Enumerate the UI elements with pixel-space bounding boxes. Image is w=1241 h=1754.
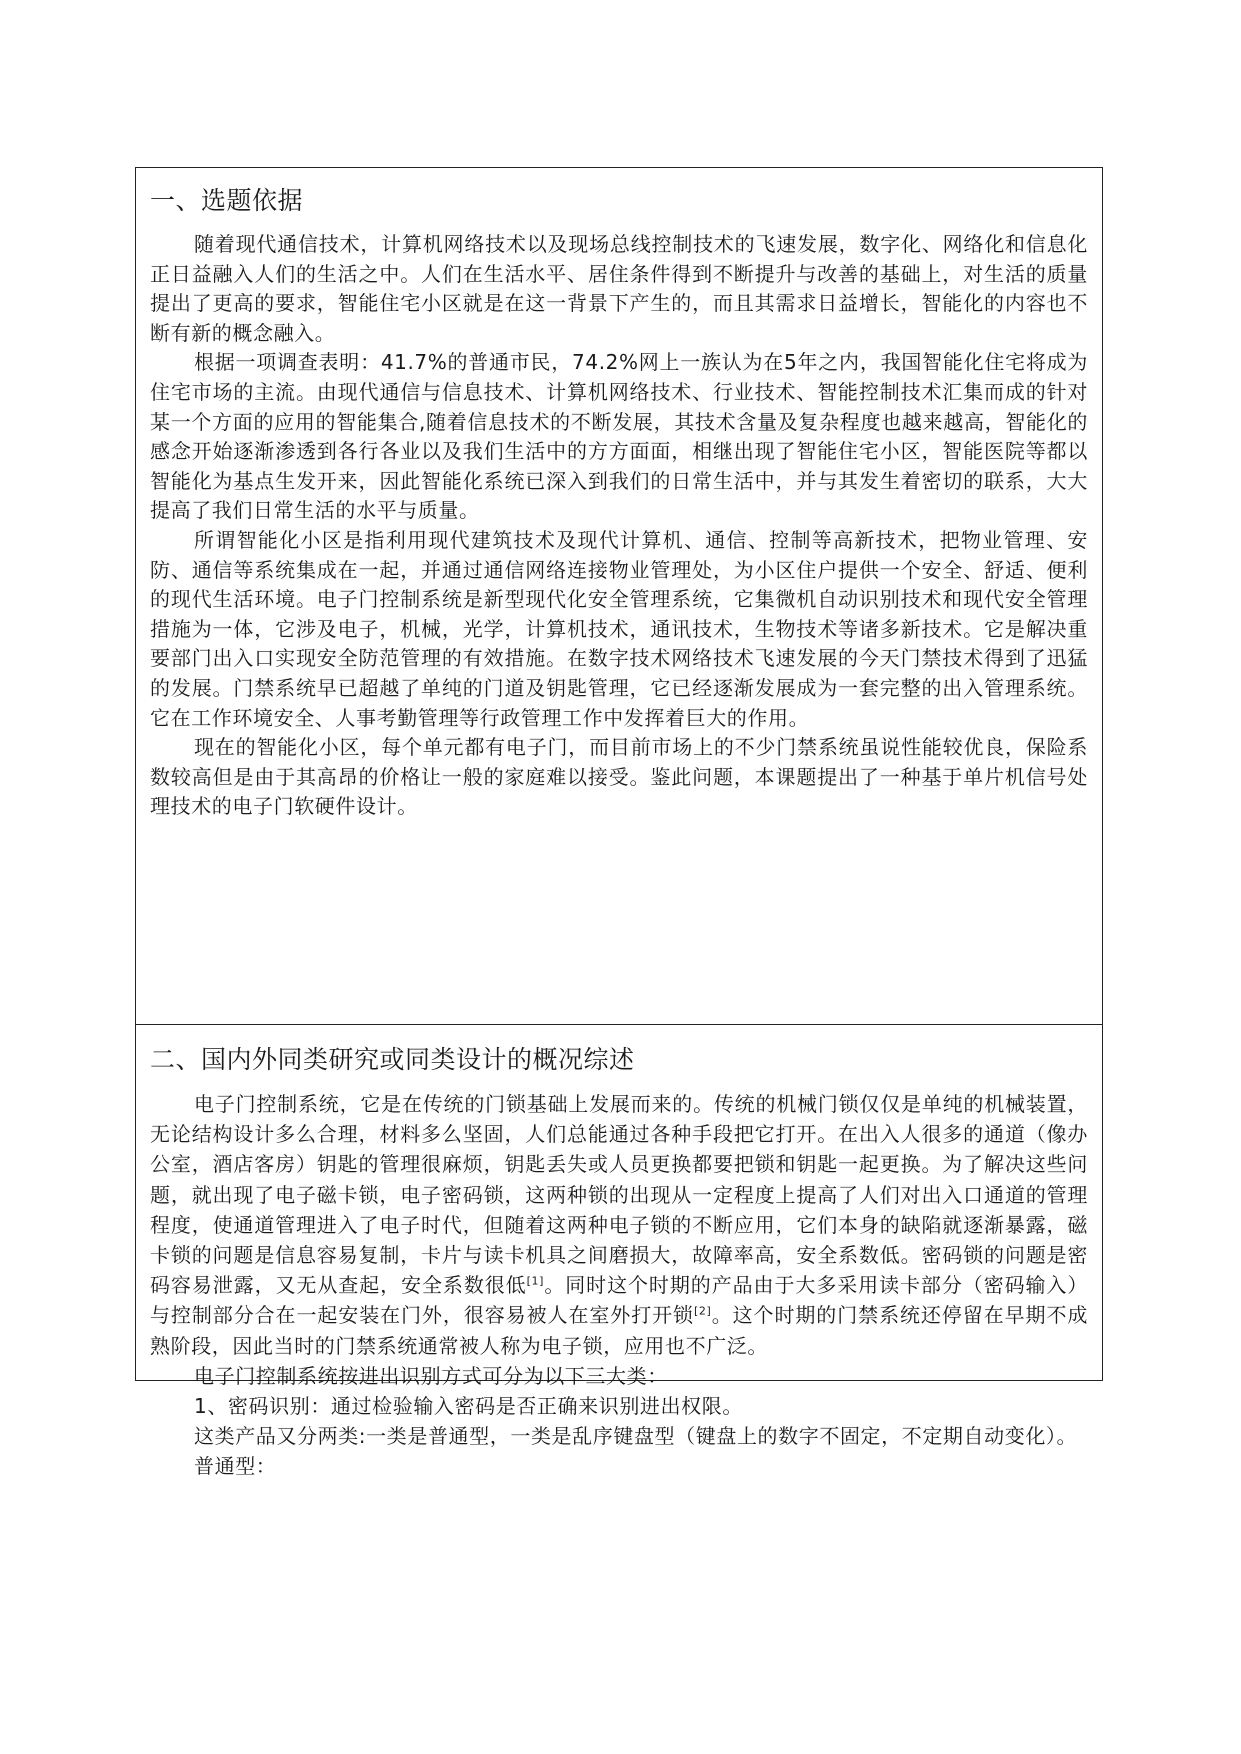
section-1-paragraph-1: 随着现代通信技术，计算机网络技术以及现场总线控制技术的飞速发展，数字化、网络化和信息化正日益融入人们的生活之中。人们在生活水平、居住条件得到不断提升与改善的基础上，对生活的质量提出了更高的要求，智能住宅小区就是在这一背景下产生的，而且其需求日益增长，智能化的内容也不断有新的概念融入。 xyxy=(150,232,1088,345)
section-2-paragraph-1-text-c: 。这个时期的门禁系统还停留在早期不成熟阶段，因此当时的门禁系统通常被人称为电子锁，应用也不广泛。 xyxy=(150,1303,1088,1358)
section-2-paragraph-1-text-a: 电子门控制系统，它是在传统的门锁基础上发展而来的。传统的机械门锁仅仅是单纯的机械装置，无论结构设计多么合理，材料多么坚固，人们总能通过各种手段把它打开。在出入人很多的通道（像办公室，酒店客房）钥匙的管理很麻烦，钥匙丢失或人员更换都要把锁和钥匙一起更换。为了解决这些问题，就出现了电子磁卡锁，电子密码锁，这两种锁的出现从一定程度上提高了人们对出入口通道的管理程度，使通道管理进入了电子时代，但随着这两种电子锁的不断应用，它们本身的缺陷就逐渐暴露，磁卡锁的问题是信息容易复制，卡片与读卡机具之间磨损大，故障率高，安全系数低。密码锁的问题是密码容易泄露，又无从查起，安全系数很低 xyxy=(150,1092,1088,1298)
section-topic-basis xyxy=(136,168,1102,1025)
proposal-form-table xyxy=(135,167,1103,1479)
section-2-paragraph-5: 普通型： xyxy=(194,1454,277,1479)
section-1-paragraph-4: 现在的智能化小区，每个单元都有电子门，而目前市场上的不少门禁系统虽说性能较优良，保险系数较高但是由于其高昂的价格让一般的家庭难以接受。鉴此问题，本课题提出了一种基于单片机信号处理技术的电子门软硬件设计。 xyxy=(150,735,1088,819)
citation-ref-1: [1] xyxy=(526,1274,544,1288)
section-2-paragraph-4: 这类产品又分两类:一类是普通型，一类是乱序键盘型（键盘上的数字不固定，不定期自动变化）。 xyxy=(194,1424,1078,1449)
section-2-heading: 二、国内外同类研究或同类设计的概况综述 xyxy=(150,1045,635,1074)
section-2-paragraph-2: 电子门控制系统按进出识别方式可分为以下三大类： xyxy=(194,1363,668,1388)
section-1-paragraph-3: 所谓智能化小区是指利用现代建筑技术及现代计算机、通信、控制等高新技术，把物业管理、安防、通信等系统集成在一起，并通过通信网络连接物业管理处，为小区住户提供一个安全、舒适、便利的现代生活环境。电子门控制系统是新型现代化安全管理系统，它集微机自动识别技术和现代安全管理措施为一体，它涉及电子，机械，光学，计算机技术，通讯技术，生物技术等诸多新技术。它是解决重要部门出入口实现安全防范管理的有效措施。在数字技术网络技术飞速发展的今天门禁技术得到了迅猛的发展。门禁系统早已超越了单纯的门道及钥匙管理，它已经逐渐发展成为一套完整的出入管理系统。它在工作环境安全、人事考勤管理等行政管理工作中发挥着巨大的作用。 xyxy=(150,527,1088,730)
section-related-research-overview xyxy=(136,1025,1102,1479)
section-2-paragraph-3: 1、密码识别：通过检验输入密码是否正确来识别进出权限。 xyxy=(194,1394,743,1419)
section-2-paragraph-1-text-b: 。同时这个时期的产品由于大多采用读卡部分（密码输入）与控制部分合在一起安装在门外，很容易被人在室外打开锁 xyxy=(150,1273,1088,1328)
section-1-paragraph-2: 根据一项调查表明：41.7%的普通市民，74.2%网上一族认为在5年之内，我国智能化住宅将成为住宅市场的主流。由现代通信与信息技术、计算机网络技术、行业技术、智能控制技术汇集而成的针对某一个方面的应用的智能集合,随着信息技术的不断发展，其技术含量及复杂程度也越来越高，智能化的感念开始逐渐渗透到各行各业以及我们生活中的方方面面，相继出现了智能住宅小区，智能医院等都以智能化为基点生发开来，因此智能化系统已深入到我们的日常生活中，并与其发生着密切的联系，大大提高了我们日常生活的水平与质量。 xyxy=(150,350,1088,523)
section-2-paragraph-1 xyxy=(150,1089,1088,1361)
citation-ref-2: [2] xyxy=(693,1304,712,1318)
section-1-heading: 一、选题依据 xyxy=(150,186,304,215)
